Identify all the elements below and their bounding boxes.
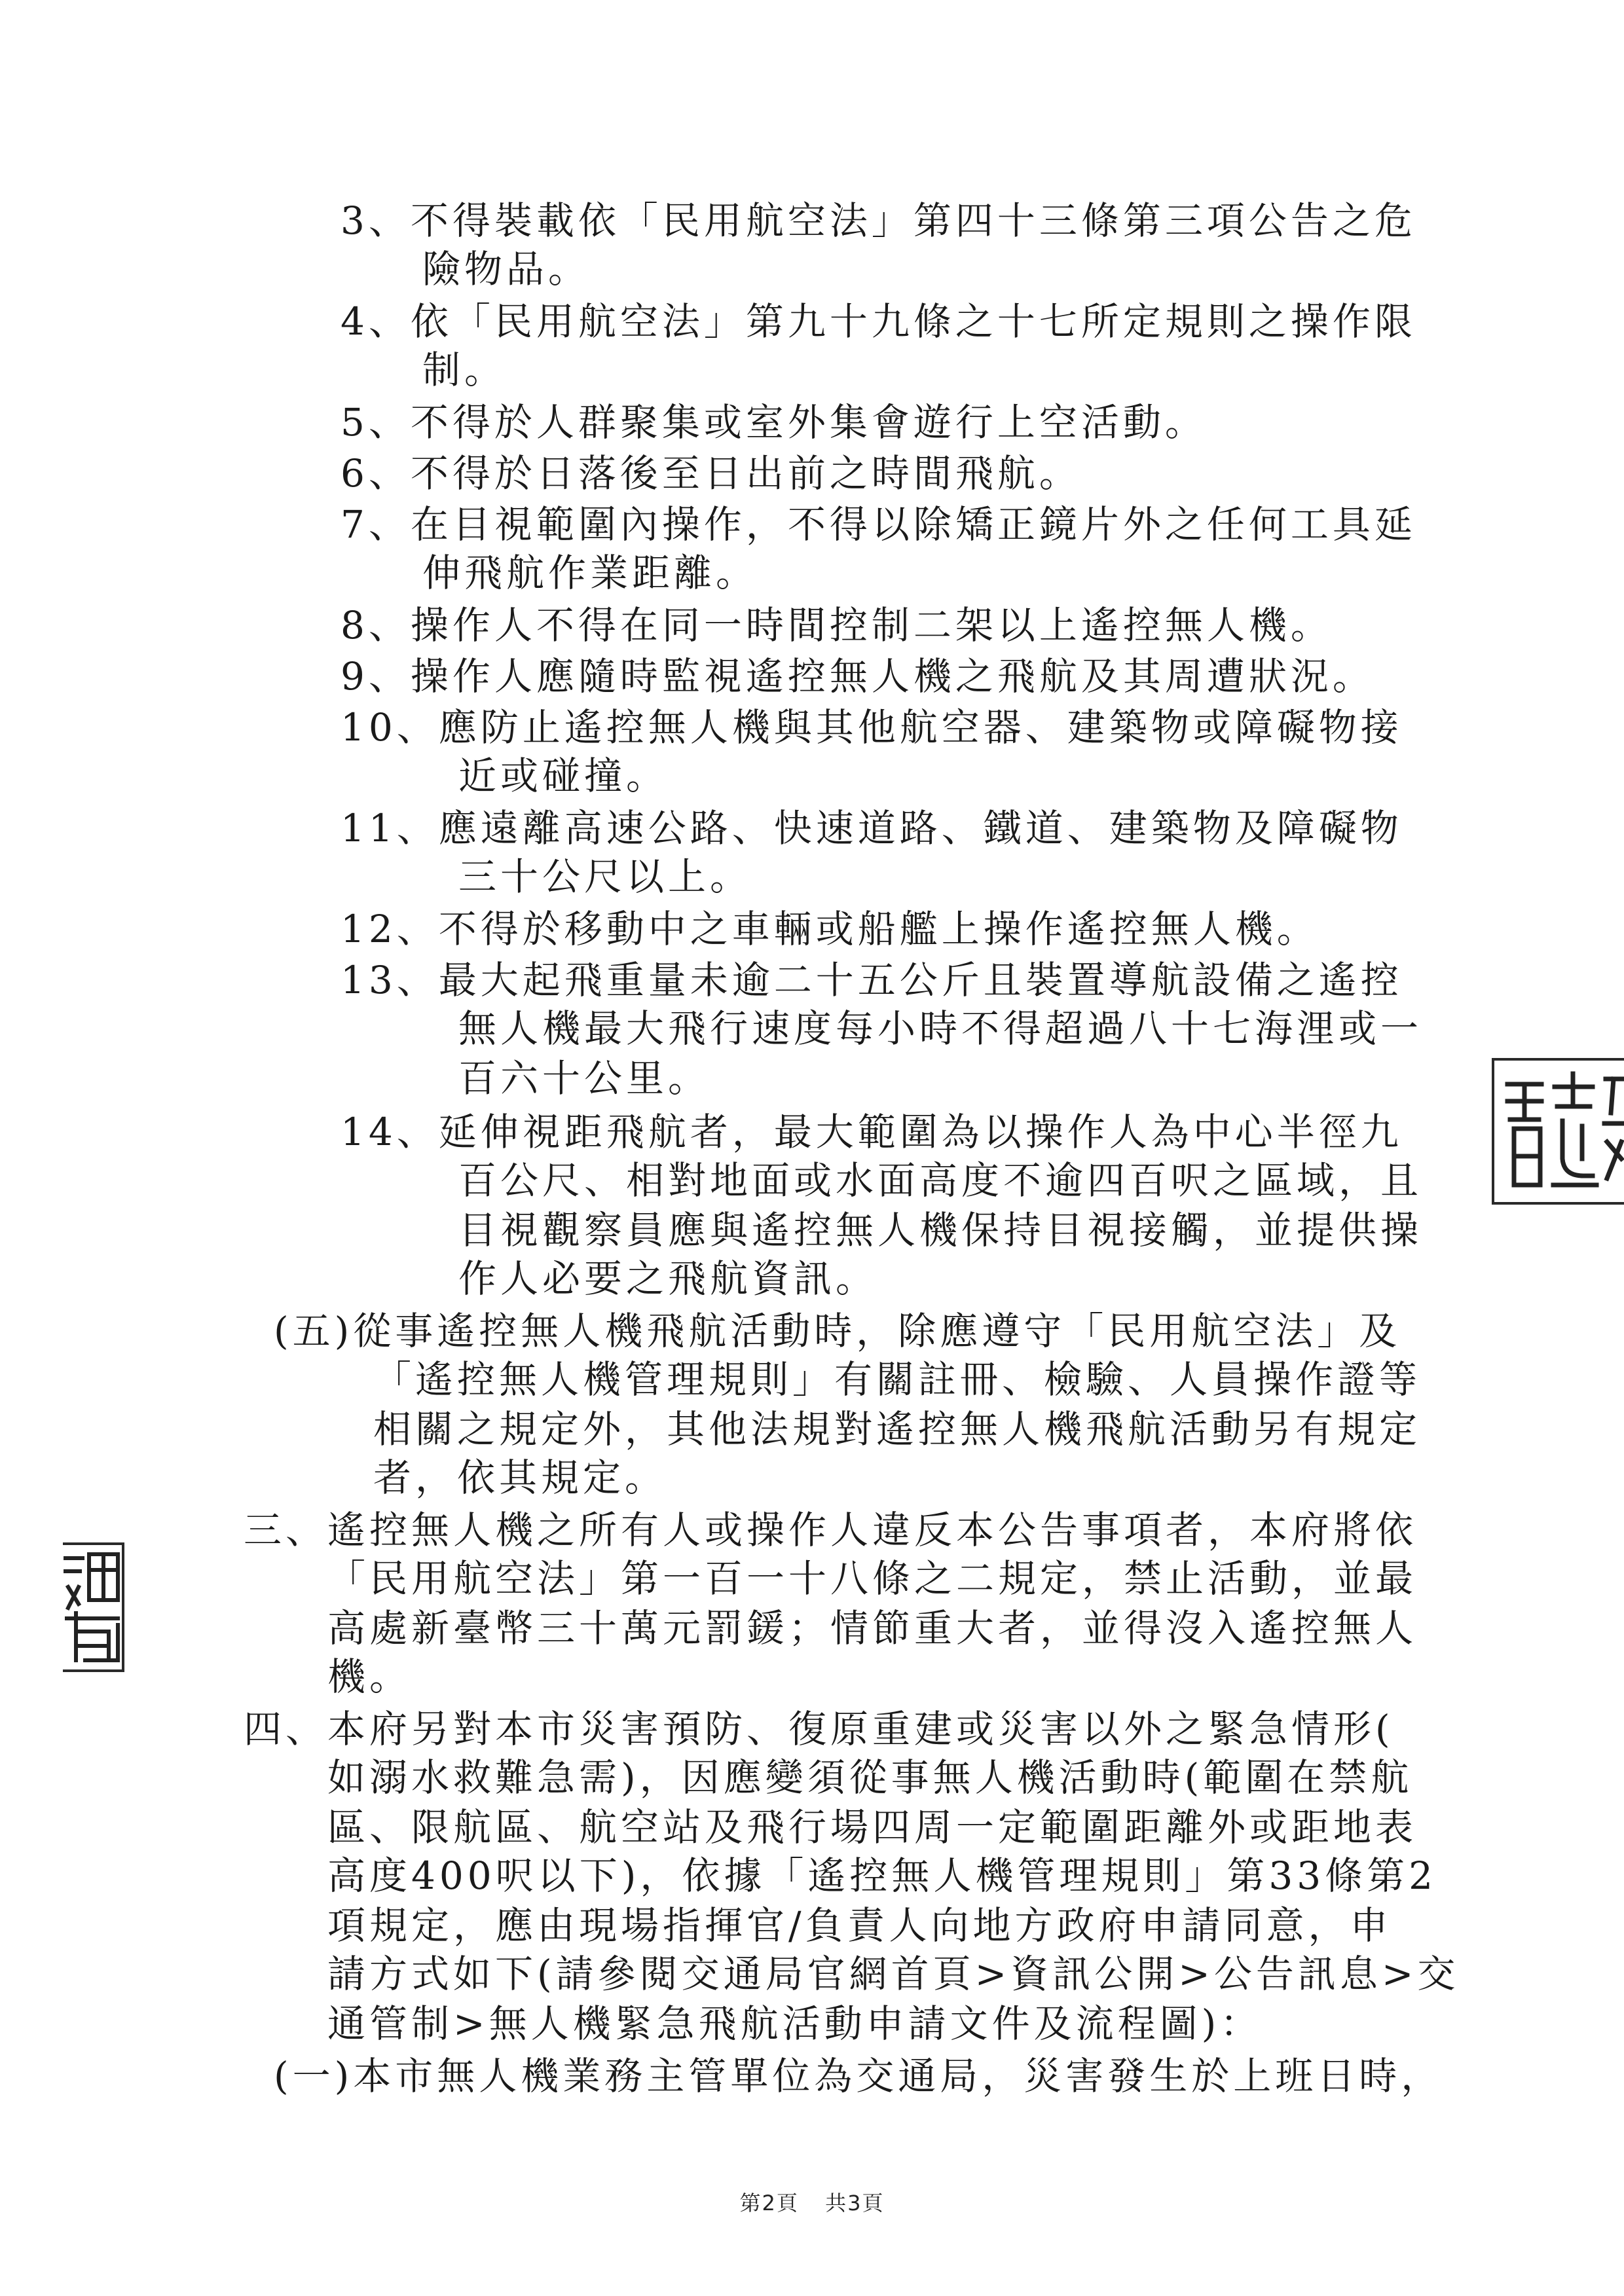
section-4-line-4: 高度400呎以下)，依據「遙控無人機管理規則」第33條第2 <box>327 1853 1437 1898</box>
section-4-line-5: 項規定，應由現場指揮官/負責人向地方政府申請同意，申 <box>327 1903 1392 1948</box>
left-seam-seal-stamp <box>63 1542 124 1672</box>
item-10-line-1: 10、應防止遙控無人機與其他航空器、建築物或障礙物接 <box>341 705 1403 750</box>
section-3-line-1: 三、遙控無人機之所有人或操作人違反本公告事項者，本府將依 <box>244 1508 1418 1552</box>
item-11-line-2: 三十公尺以上。 <box>458 854 752 899</box>
item-7-line-2: 伸飛航作業距離。 <box>422 551 758 595</box>
item-8-line: 8、操作人不得在同一時間控制二架以上遙控無人機。 <box>341 603 1333 647</box>
item-3-line-1: 3、不得裝載依「民用航空法」第四十三條第三項公告之危 <box>341 198 1416 243</box>
item-13-line-2: 無人機最大飛行速度每小時不得超過八十七海浬或一 <box>458 1006 1423 1051</box>
page-number: 第2頁 <box>739 2191 799 2215</box>
section-4-line-2: 如溺水救難急需)，因應變須從事無人機活動時(範圍在禁航 <box>327 1755 1413 1800</box>
section-3-line-4: 機。 <box>327 1654 412 1699</box>
section-4-line-7: 通管制>無人機緊急飛航活動申請文件及流程圖)： <box>327 2001 1263 2046</box>
item-14-line-1: 14、延伸視距飛航者，最大範圍為以操作人為中心半徑九 <box>341 1110 1403 1154</box>
section-4-line-6: 請方式如下(請參閱交通局官網首頁>資訊公開>公告訊息>交 <box>327 1952 1460 1996</box>
item-12-line: 12、不得於移動中之車輛或船艦上操作遙控無人機。 <box>341 907 1319 951</box>
item-13-line-1: 13、最大起飛重量未逾二十五公斤且裝置導航設備之遙控 <box>341 958 1403 1002</box>
item-14-line-2: 百公尺、相對地面或水面高度不逾四百呎之區域，且 <box>458 1158 1423 1203</box>
item-3-line-2: 險物品。 <box>422 247 591 291</box>
item-4-line-2: 制。 <box>422 348 507 392</box>
section-4-line-1: 四、本府另對本市災害預防、復原重建或災害以外之緊急情形( <box>244 1707 1394 1751</box>
item-11-line-1: 11、應遠離高速公路、快速道路、鐵道、建築物及障礙物 <box>341 806 1403 850</box>
item-10-line-2: 近或碰撞。 <box>458 754 669 798</box>
section-5-line-3: 相關之規定外，其他法規對遙控無人機飛航活動另有規定 <box>373 1407 1422 1451</box>
item-4-line-1: 4、依「民用航空法」第九十九條之十七所定規則之操作限 <box>341 299 1416 344</box>
item-9-line: 9、操作人應隨時監視遙控無人機之飛航及其周遭狀況。 <box>341 654 1375 699</box>
item-5-line: 5、不得於人群聚集或室外集會遊行上空活動。 <box>341 400 1207 445</box>
page-total: 共3頁 <box>825 2191 885 2215</box>
section-5-line-4: 者，依其規定。 <box>373 1455 667 1500</box>
section-4-line-3: 區、限航區、航空站及飛行場四周一定範圍距離外或距地表 <box>327 1805 1418 1850</box>
section-3-line-3: 高處新臺幣三十萬元罰鍰；情節重大者，並得沒入遙控無人 <box>327 1606 1418 1650</box>
item-13-line-3: 百六十公里。 <box>458 1056 710 1101</box>
section-5-line-1: (五)從事遙控無人機飛航活動時，除應遵守「民用航空法」及 <box>274 1309 1401 1353</box>
right-seam-seal-stamp <box>1492 1058 1624 1205</box>
subsection-1-line: (一)本市無人機業務主管單位為交通局，災害發生於上班日時， <box>274 2054 1443 2098</box>
item-14-line-3: 目視觀察員應與遙控無人機保持目視接觸，並提供操 <box>458 1208 1423 1252</box>
item-6-line: 6、不得於日落後至日出前之時間飛航。 <box>341 451 1081 496</box>
item-14-line-4: 作人必要之飛航資訊。 <box>458 1256 878 1301</box>
section-3-line-2: 「民用航空法」第一百一十八條之二規定，禁止活動，並最 <box>327 1556 1418 1601</box>
page-footer <box>0 2187 1624 2217</box>
section-5-line-2: 「遙控無人機管理規則」有關註冊、檢驗、人員操作證等 <box>373 1357 1422 1402</box>
item-7-line-1: 7、在目視範圍內操作，不得以除矯正鏡片外之任何工具延 <box>341 502 1416 547</box>
